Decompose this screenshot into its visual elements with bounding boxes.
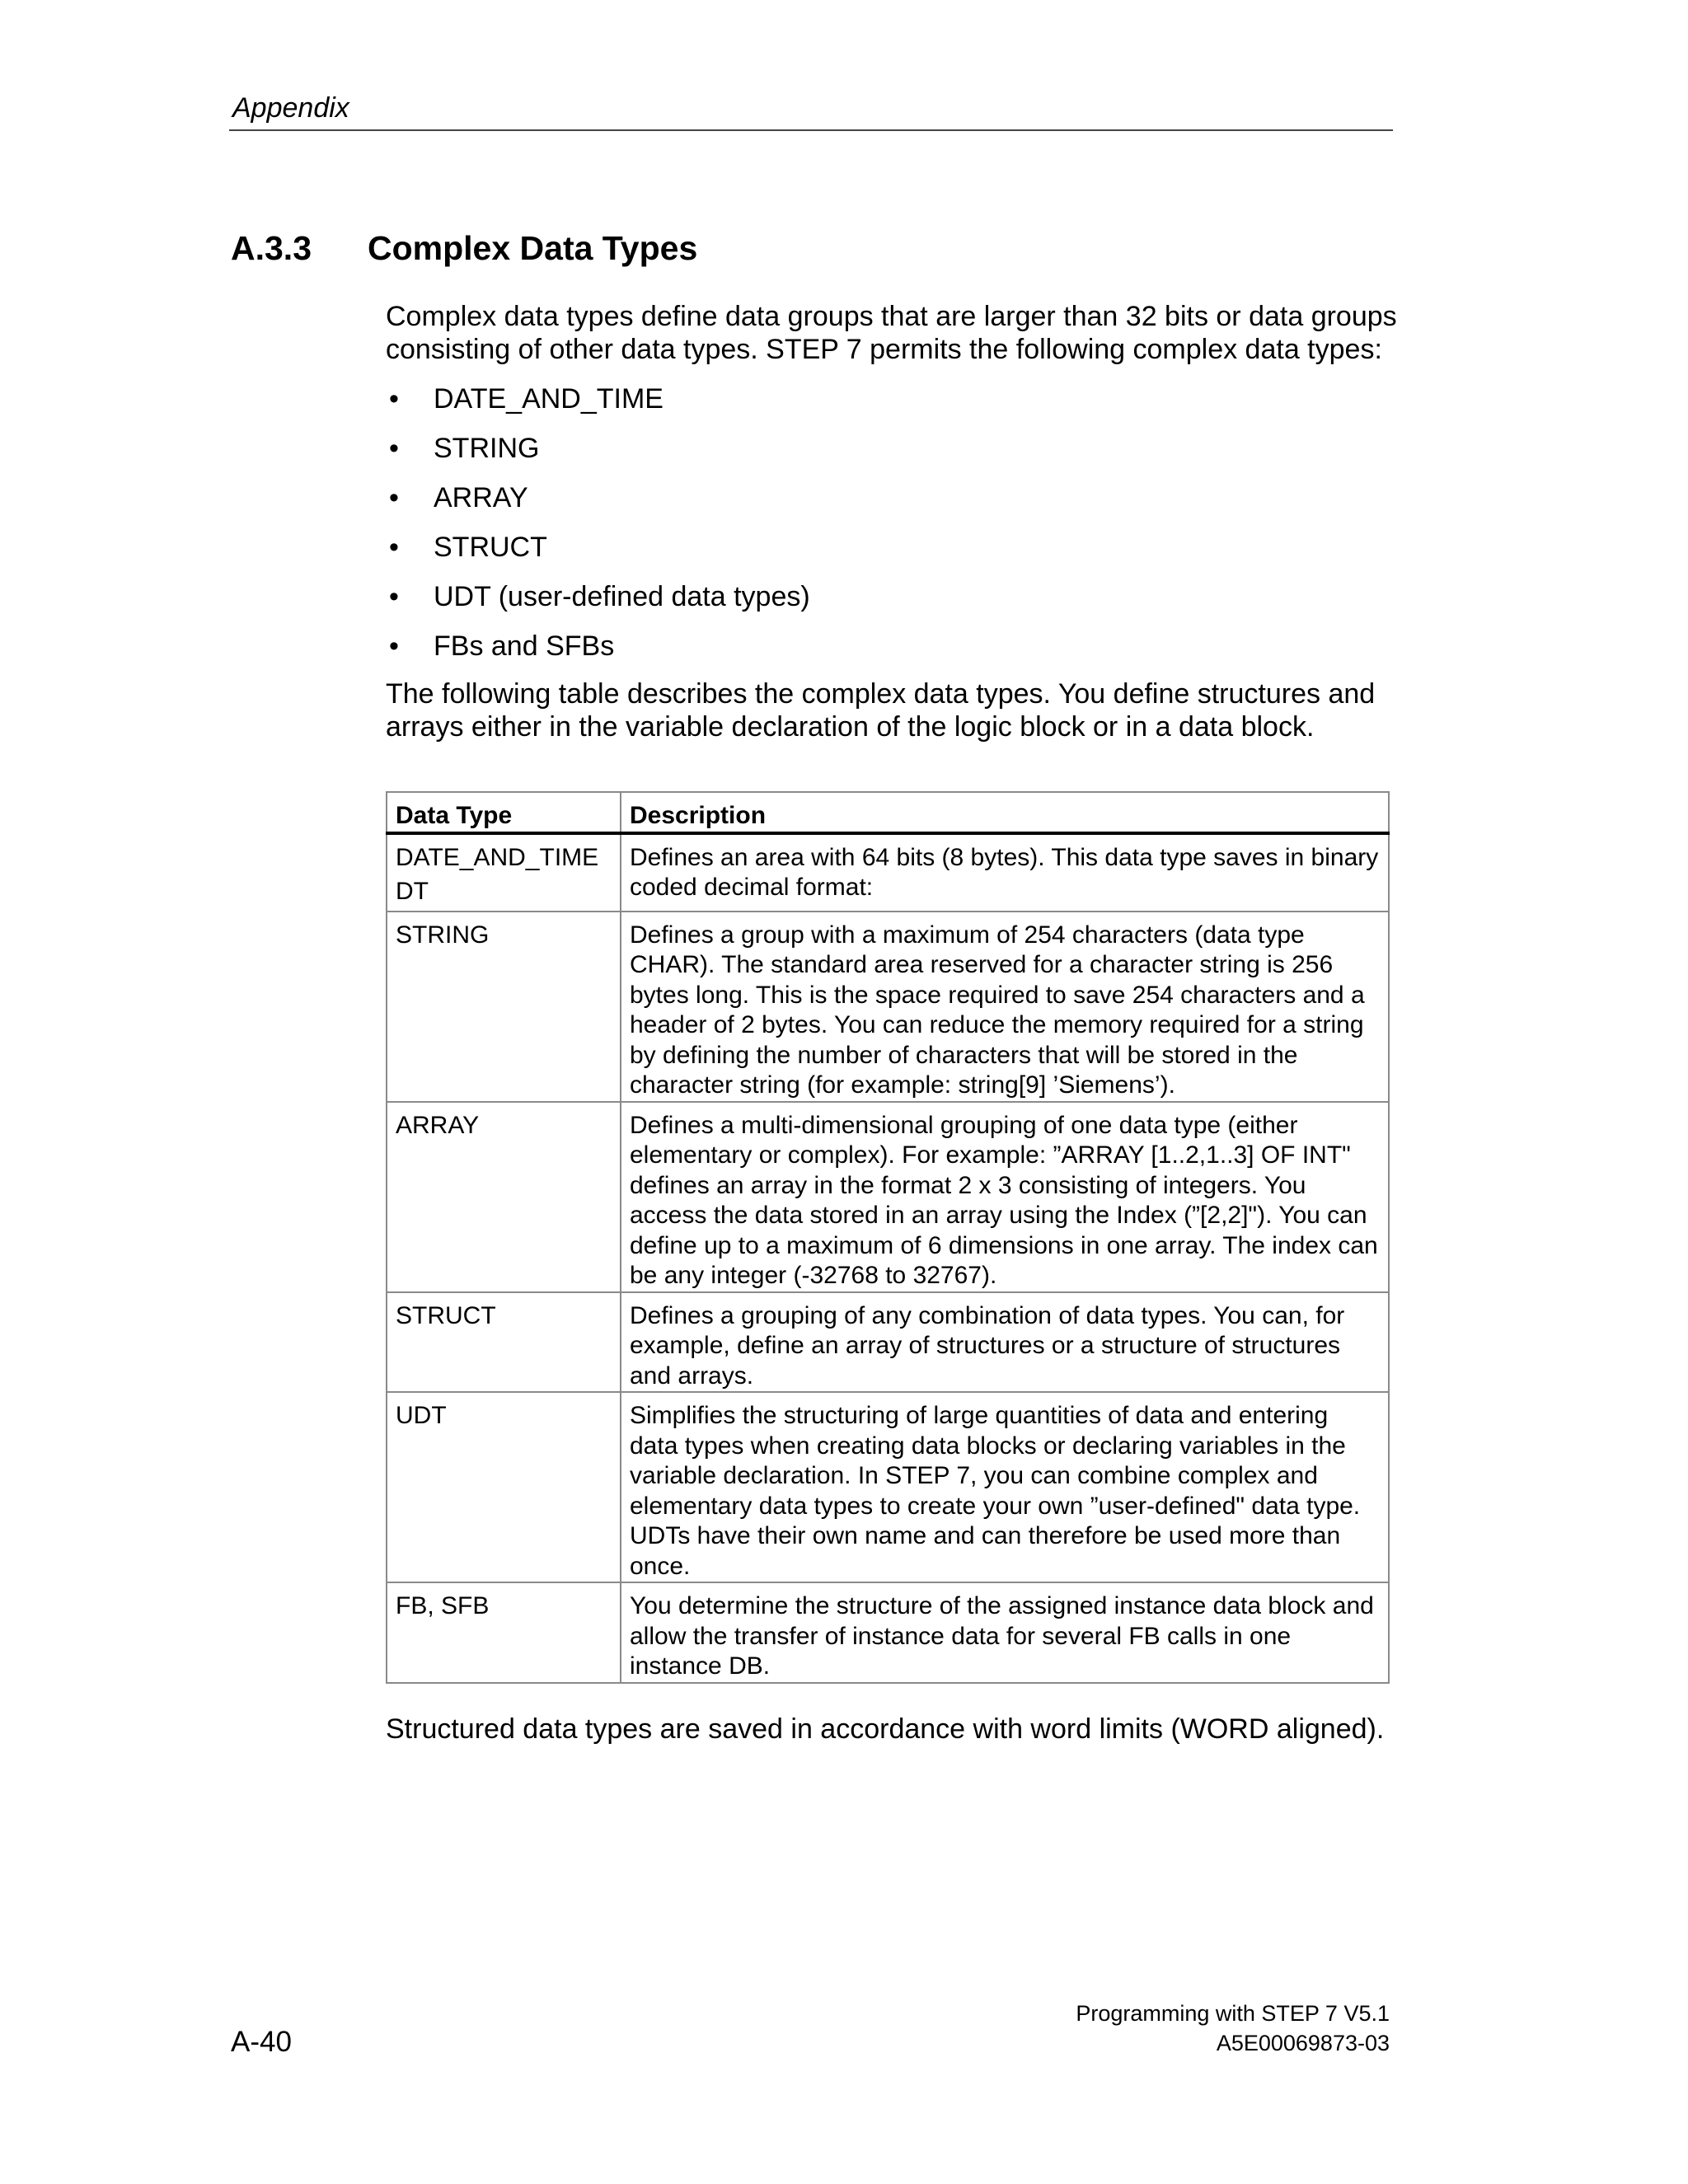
list-item-text: STRING (434, 433, 540, 464)
description-cell: Defines a grouping of any combination of data types. You can, for example, define an array of structures or a structure of structures and arrays. (621, 1292, 1389, 1393)
table-intro-paragraph: The following table describes the complex data types. You define structures and arrays either in the variable declaration of the logic block or in a data block. (386, 678, 1376, 743)
document-number: A5E00069873-03 (1216, 2031, 1390, 2055)
list-item (386, 580, 810, 630)
list-item-text: ARRAY (434, 482, 528, 513)
data-type-cell: STRING (387, 912, 621, 1102)
column-header-data-type: Data Type (387, 792, 621, 833)
table-row (387, 1392, 1389, 1582)
data-type-name: DATE_AND_TIME (396, 843, 599, 871)
bullet-icon: • (389, 383, 399, 415)
list-item (386, 531, 810, 580)
data-type-list (386, 382, 810, 679)
description-cell: Defines a multi-dimensional grouping of one data type (either elementary or complex). For example: ”ARRAY [1..2,1..3] OF INT" defines an array in the format 2 x 3 consisting of integers. You access the data stored in an array using the Index (”[2,2]"). You can define up to a maximum of 6 dimensions in one array. The index can be any integer (-32768 to 32767). (621, 1102, 1389, 1292)
bullet-icon: • (389, 630, 399, 662)
list-item (386, 382, 810, 432)
running-header: Appendix (232, 92, 349, 124)
list-item (386, 630, 810, 679)
manual-title: Programming with STEP 7 V5.1 (1076, 2001, 1390, 2026)
table-row (387, 1102, 1389, 1292)
list-item-text: STRUCT (434, 532, 547, 563)
table-row (387, 1292, 1389, 1393)
complex-data-types-table (386, 791, 1390, 1684)
header-divider (229, 129, 1393, 131)
data-type-cell: FB, SFB (387, 1582, 621, 1683)
table-header-row (387, 792, 1389, 833)
section-title: Complex Data Types (368, 229, 698, 267)
data-type-abbreviation: DT (396, 878, 429, 905)
data-type-cell: STRUCT (387, 1292, 621, 1393)
table-row (387, 912, 1389, 1102)
page-number: A-40 (231, 2026, 292, 2058)
list-item (386, 432, 810, 481)
description-cell: Simplifies the structuring of large quantities of data and entering data types when creating data blocks or declaring variables in the variable declaration. In STEP 7, you can combine complex and elementary data types to create your own ”user-defined" data type. UDTs have their own name and can therefore be used more than once. (621, 1392, 1389, 1582)
bullet-icon: • (389, 532, 399, 563)
data-type-cell: UDT (387, 1392, 621, 1582)
table-row (387, 1582, 1389, 1683)
intro-paragraph: Complex data types define data groups that are larger than 32 bits or data groups consisting of other data types. STEP 7 permits the following complex data types: (386, 301, 1397, 365)
table-row (387, 833, 1389, 912)
bullet-icon: • (389, 581, 399, 612)
data-type-cell: ARRAY (387, 1102, 621, 1292)
footer-document-info (1076, 1999, 1390, 2058)
description-cell: Defines an area with 64 bits (8 bytes). This data type saves in binary coded decimal format: (621, 833, 1389, 912)
list-item-text: DATE_AND_TIME (434, 383, 663, 415)
list-item-text: FBs and SFBs (434, 630, 615, 662)
bullet-icon: • (389, 482, 399, 513)
bullet-icon: • (389, 433, 399, 464)
data-type-cell (387, 833, 621, 912)
description-cell: Defines a group with a maximum of 254 characters (data type CHAR). The standard area reserved for a character string is 256 bytes long. This is the space required to save 254 characters and a header of 2 bytes. You can reduce the memory required for a string by defining the number of characters that will be stored in the character string (for example: string[9] ’Siemens’). (621, 912, 1389, 1102)
list-item-text: UDT (user-defined data types) (434, 581, 810, 612)
section-number: A.3.3 (231, 229, 312, 267)
column-header-description: Description (621, 792, 1389, 833)
description-cell: You determine the structure of the assigned instance data block and allow the transfer of instance data for several FB calls in one instance DB. (621, 1582, 1389, 1683)
list-item (386, 481, 810, 531)
closing-paragraph: Structured data types are saved in accordance with word limits (WORD aligned). (386, 1713, 1385, 1745)
